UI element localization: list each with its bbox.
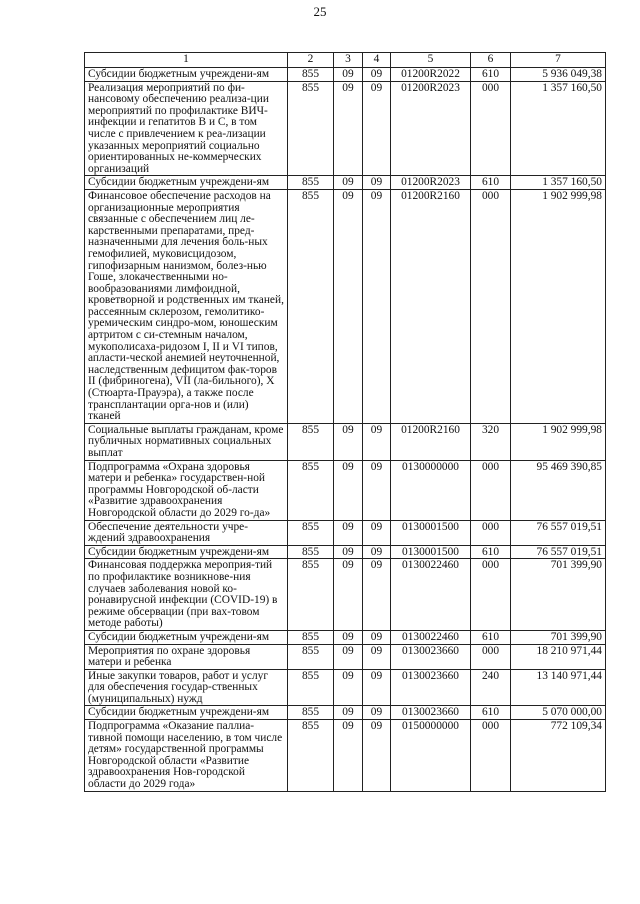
row-gr: 855 [288,423,334,460]
row-csr: 0130001500 [391,545,471,559]
row-vr: 320 [471,423,511,460]
row-sum: 95 469 390,85 [511,460,606,520]
row-vr: 000 [471,81,511,176]
table-row [85,520,606,545]
row-gr: 855 [288,545,334,559]
row-pr: 09 [363,81,391,176]
table-row [85,460,606,520]
row-rz: 09 [334,423,363,460]
row-name: Реализация мероприятий по фи-нансовому обеспечению реализа-ции мероприятий по профилактике ВИЧ-инфекции и гепатитов В и С, в том числе с привлечением к реа-лизации указанных мероприятий социально ориентированных не-коммерческих организаций [85,81,288,176]
row-vr: 610 [471,68,511,82]
row-sum: 701 399,90 [511,559,606,631]
row-pr: 09 [363,520,391,545]
row-pr: 09 [363,423,391,460]
row-csr: 0150000000 [391,720,471,792]
row-rz: 09 [334,669,363,706]
budget-table [84,52,606,792]
table-row [85,720,606,792]
row-gr: 855 [288,630,334,644]
row-sum: 1 357 160,50 [511,81,606,176]
table-row [85,669,606,706]
row-name: Обеспечение деятельности учре-ждений здравоохранения [85,520,288,545]
row-pr: 09 [363,669,391,706]
table-row [85,630,606,644]
row-sum: 18 210 971,44 [511,644,606,669]
table-row [85,545,606,559]
row-gr: 855 [288,176,334,190]
row-csr: 01200R2160 [391,423,471,460]
column-header: 4 [363,53,391,68]
row-pr: 09 [363,545,391,559]
row-name: Субсидии бюджетным учреждени-ям [85,545,288,559]
row-name: Мероприятия по охране здоровья матери и ребенка [85,644,288,669]
column-header: 2 [288,53,334,68]
row-gr: 855 [288,720,334,792]
row-sum: 5 070 000,00 [511,706,606,720]
row-vr: 000 [471,189,511,423]
row-rz: 09 [334,720,363,792]
row-sum: 1 902 999,98 [511,423,606,460]
table-row [85,189,606,423]
table-row [85,68,606,82]
row-name: Субсидии бюджетным учреждени-ям [85,68,288,82]
row-vr: 000 [471,460,511,520]
row-gr: 855 [288,644,334,669]
row-pr: 09 [363,559,391,631]
table-row [85,644,606,669]
row-sum: 701 399,90 [511,630,606,644]
row-name: Субсидии бюджетным учреждени-ям [85,630,288,644]
column-header: 7 [511,53,606,68]
row-csr: 0130001500 [391,520,471,545]
row-csr: 01200R2023 [391,81,471,176]
row-name: Подпрограмма «Охрана здоровья матери и ребенка» государствен-ной программы Новгородской об-ласти «Развитие здравоохранения Новгородской области до 2029 го-да» [85,460,288,520]
table-row [85,559,606,631]
row-pr: 09 [363,630,391,644]
row-csr: 0130023660 [391,706,471,720]
row-gr: 855 [288,81,334,176]
row-csr: 0130022460 [391,559,471,631]
row-pr: 09 [363,176,391,190]
row-vr: 610 [471,630,511,644]
row-name: Финансовая поддержка мероприя-тий по профилактике возникнове-ния случаев заболевания новой ко-ронавирусной инфекции (COVID-19) в режиме обсервации (при вах-товом методе работы) [85,559,288,631]
row-vr: 000 [471,644,511,669]
row-rz: 09 [334,545,363,559]
column-header: 6 [471,53,511,68]
row-pr: 09 [363,644,391,669]
row-rz: 09 [334,176,363,190]
row-rz: 09 [334,189,363,423]
row-sum: 5 936 049,38 [511,68,606,82]
row-vr: 610 [471,706,511,720]
page-number: 25 [313,4,327,19]
row-pr: 09 [363,460,391,520]
row-csr: 01200R2023 [391,176,471,190]
row-csr: 0130022460 [391,630,471,644]
row-vr: 240 [471,669,511,706]
row-sum: 76 557 019,51 [511,545,606,559]
row-gr: 855 [288,559,334,631]
row-pr: 09 [363,720,391,792]
row-rz: 09 [334,706,363,720]
row-csr: 0130000000 [391,460,471,520]
row-csr: 01200R2022 [391,68,471,82]
row-gr: 855 [288,68,334,82]
row-pr: 09 [363,706,391,720]
column-header: 5 [391,53,471,68]
row-name: Субсидии бюджетным учреждени-ям [85,706,288,720]
column-header: 3 [334,53,363,68]
row-sum: 1 902 999,98 [511,189,606,423]
row-name: Субсидии бюджетным учреждени-ям [85,176,288,190]
row-csr: 0130023660 [391,644,471,669]
row-sum: 1 357 160,50 [511,176,606,190]
row-gr: 855 [288,520,334,545]
row-vr: 610 [471,545,511,559]
row-pr: 09 [363,189,391,423]
row-vr: 610 [471,176,511,190]
row-vr: 000 [471,720,511,792]
row-name: Подпрограмма «Оказание паллиа-тивной помощи населению, в том числе детям» государственной программы Новгородской области «Развитие здравоохранения Нов-городской области до 2029 года» [85,720,288,792]
row-name: Иные закупки товаров, работ и услуг для обеспечения государ-ственных (муниципальных) нужд [85,669,288,706]
row-rz: 09 [334,520,363,545]
row-rz: 09 [334,559,363,631]
row-sum: 76 557 019,51 [511,520,606,545]
table-row [85,423,606,460]
row-rz: 09 [334,630,363,644]
row-vr: 000 [471,520,511,545]
table-row [85,81,606,176]
column-header: 1 [85,53,288,68]
table-row [85,706,606,720]
row-csr: 01200R2160 [391,189,471,423]
column-number-row [85,53,606,68]
row-vr: 000 [471,559,511,631]
row-rz: 09 [334,644,363,669]
row-sum: 772 109,34 [511,720,606,792]
table-row [85,176,606,190]
row-name: Финансовое обеспечение расходов на организационные мероприятия связанные с обеспечением лиц ле-карственными препаратами, пред-назначенными для лечения боль-ных гемофилией, муковисцидозом, гипофизарным нанизмом, болез-нью Гоше, злокачественными но-вообразованиями лимфоидной, кроветворной и родственных им тканей, рассеянным склерозом, гемолитико-уремическим синдро-мом, юношеским артритом с си-стемным началом, мукополисаха-ридозом I, II и VI типов, апласти-ческой анемией неуточненной, наследственным дефицитом фак-торов II (фибриногена), VII (ла-бильного), X (Стюарта-Прауэра), а также после трансплантации орга-нов и (или) тканей [85,189,288,423]
row-pr: 09 [363,68,391,82]
row-gr: 855 [288,460,334,520]
row-rz: 09 [334,460,363,520]
row-rz: 09 [334,68,363,82]
row-rz: 09 [334,81,363,176]
row-name: Социальные выплаты гражданам, кроме публичных нормативных социальных выплат [85,423,288,460]
row-gr: 855 [288,706,334,720]
row-gr: 855 [288,669,334,706]
row-sum: 13 140 971,44 [511,669,606,706]
row-gr: 855 [288,189,334,423]
row-csr: 0130023660 [391,669,471,706]
